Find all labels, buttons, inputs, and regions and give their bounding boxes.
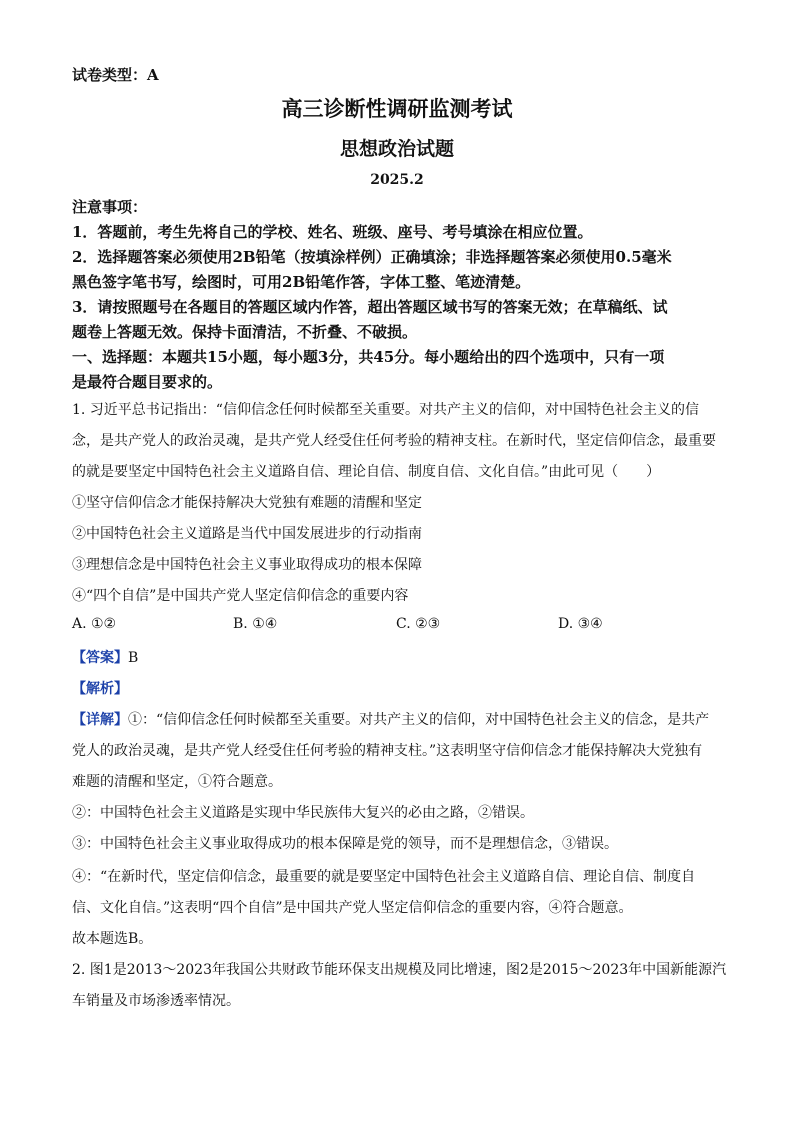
notice-line: 2．选择题答案必须使用2B铅笔（按填涂样例）正确填涂；非选择题答案必须使用0.5毫米 (72, 248, 672, 266)
analysis-tag-label: 【解析】 (72, 681, 128, 697)
section-heading: 是最符合题目要求的。 (72, 373, 223, 391)
option-a: A. ①② (72, 616, 117, 632)
answer-value: B (128, 650, 139, 666)
detail-line: ④：“在新时代，坚定信仰信念，最重要的就是要坚定中国特色社会主义道路自信、理论自信、制度自 (72, 869, 696, 885)
paper-type-label: 试卷类型：A (72, 66, 159, 84)
option-b: B. ①④ (233, 616, 278, 632)
answer-tag: 【答案】 (72, 650, 128, 666)
exam-date: 2025.2 (370, 172, 424, 188)
detail-text: ①：“信仰信念任何时候都至关重要。对共产主义的信仰，对中国特色社会主义的信念，是共产 (128, 712, 710, 728)
exam-title: 高三诊断性调研监测考试 (281, 96, 513, 121)
option-c: C. ②③ (396, 616, 441, 632)
detail-line: 故本题选B。 (72, 931, 153, 947)
detail-line: 信、文化自信。”这表明“四个自信”是中国共产党人坚定信仰信念的重要内容，④符合题意。 (72, 900, 633, 916)
statement-item: ②中国特色社会主义道路是当代中国发展进步的行动指南 (72, 526, 422, 542)
detail-line (72, 709, 709, 729)
detail-tag: 【详解】 (72, 712, 128, 728)
detail-line: 党人的政治灵魂，是共产党人经受住任何考验的精神支柱。”这表明坚守信仰信念才能保持解决大党独有 (72, 743, 703, 759)
question-stem-line: 2. 图1是2013～2023年我国公共财政节能环保支出规模及同比增速，图2是2015～2023年中国新能源汽 (72, 962, 727, 978)
notice-heading: 注意事项： (72, 198, 148, 216)
analysis-tag (72, 678, 128, 698)
notice-line: 3．请按照题号在各题目的答题区域内作答，超出答题区域书写的答案无效；在草稿纸、试 (72, 298, 668, 316)
statement-item: ①坚守信仰信念才能保持解决大党独有难题的清醒和坚定 (72, 495, 422, 511)
question-stem-line: 的就是要坚定中国特色社会主义道路自信、理论自信、制度自信、文化自信。”由此可见（ ） (72, 464, 661, 480)
notice-line: 题卷上答题无效。保持卡面清洁，不折叠、不破损。 (72, 323, 418, 341)
option-d: D. ③④ (558, 616, 603, 632)
detail-line: ②：中国特色社会主义道路是实现中华民族伟大复兴的必由之路，②错误。 (72, 805, 534, 821)
detail-line: ③：中国特色社会主义事业取得成功的根本保障是党的领导，而不是理想信念，③错误。 (72, 836, 618, 852)
detail-line: 难题的清醒和坚定，①符合题意。 (72, 774, 282, 790)
section-heading: 一、选择题：本题共15小题，每小题3分，共45分。每小题给出的四个选项中，只有一项 (72, 348, 665, 366)
notice-line: 黑色签字笔书写，绘图时，可用2B铅笔作答，字体工整、笔迹清楚。 (72, 273, 531, 291)
statement-item: ④“四个自信”是中国共产党人坚定信仰信念的重要内容 (72, 588, 409, 604)
question-stem-line: 念，是共产党人的政治灵魂，是共产党人经受住任何考验的精神支柱。在新时代，坚定信仰信念，最重要 (72, 433, 716, 449)
question-stem-line: 1. 习近平总书记指出：“信仰信念任何时候都至关重要。对共产主义的信仰，对中国特色社会主义的信 (72, 402, 699, 418)
subject-title: 思想政治试题 (339, 138, 454, 160)
question-stem-line: 车销量及市场渗透率情况。 (72, 993, 240, 1009)
answer-line (72, 647, 138, 667)
statement-item: ③理想信念是中国特色社会主义事业取得成功的根本保障 (72, 557, 422, 573)
notice-line: 1．答题前，考生先将自己的学校、姓名、班级、座号、考号填涂在相应位置。 (72, 223, 593, 241)
